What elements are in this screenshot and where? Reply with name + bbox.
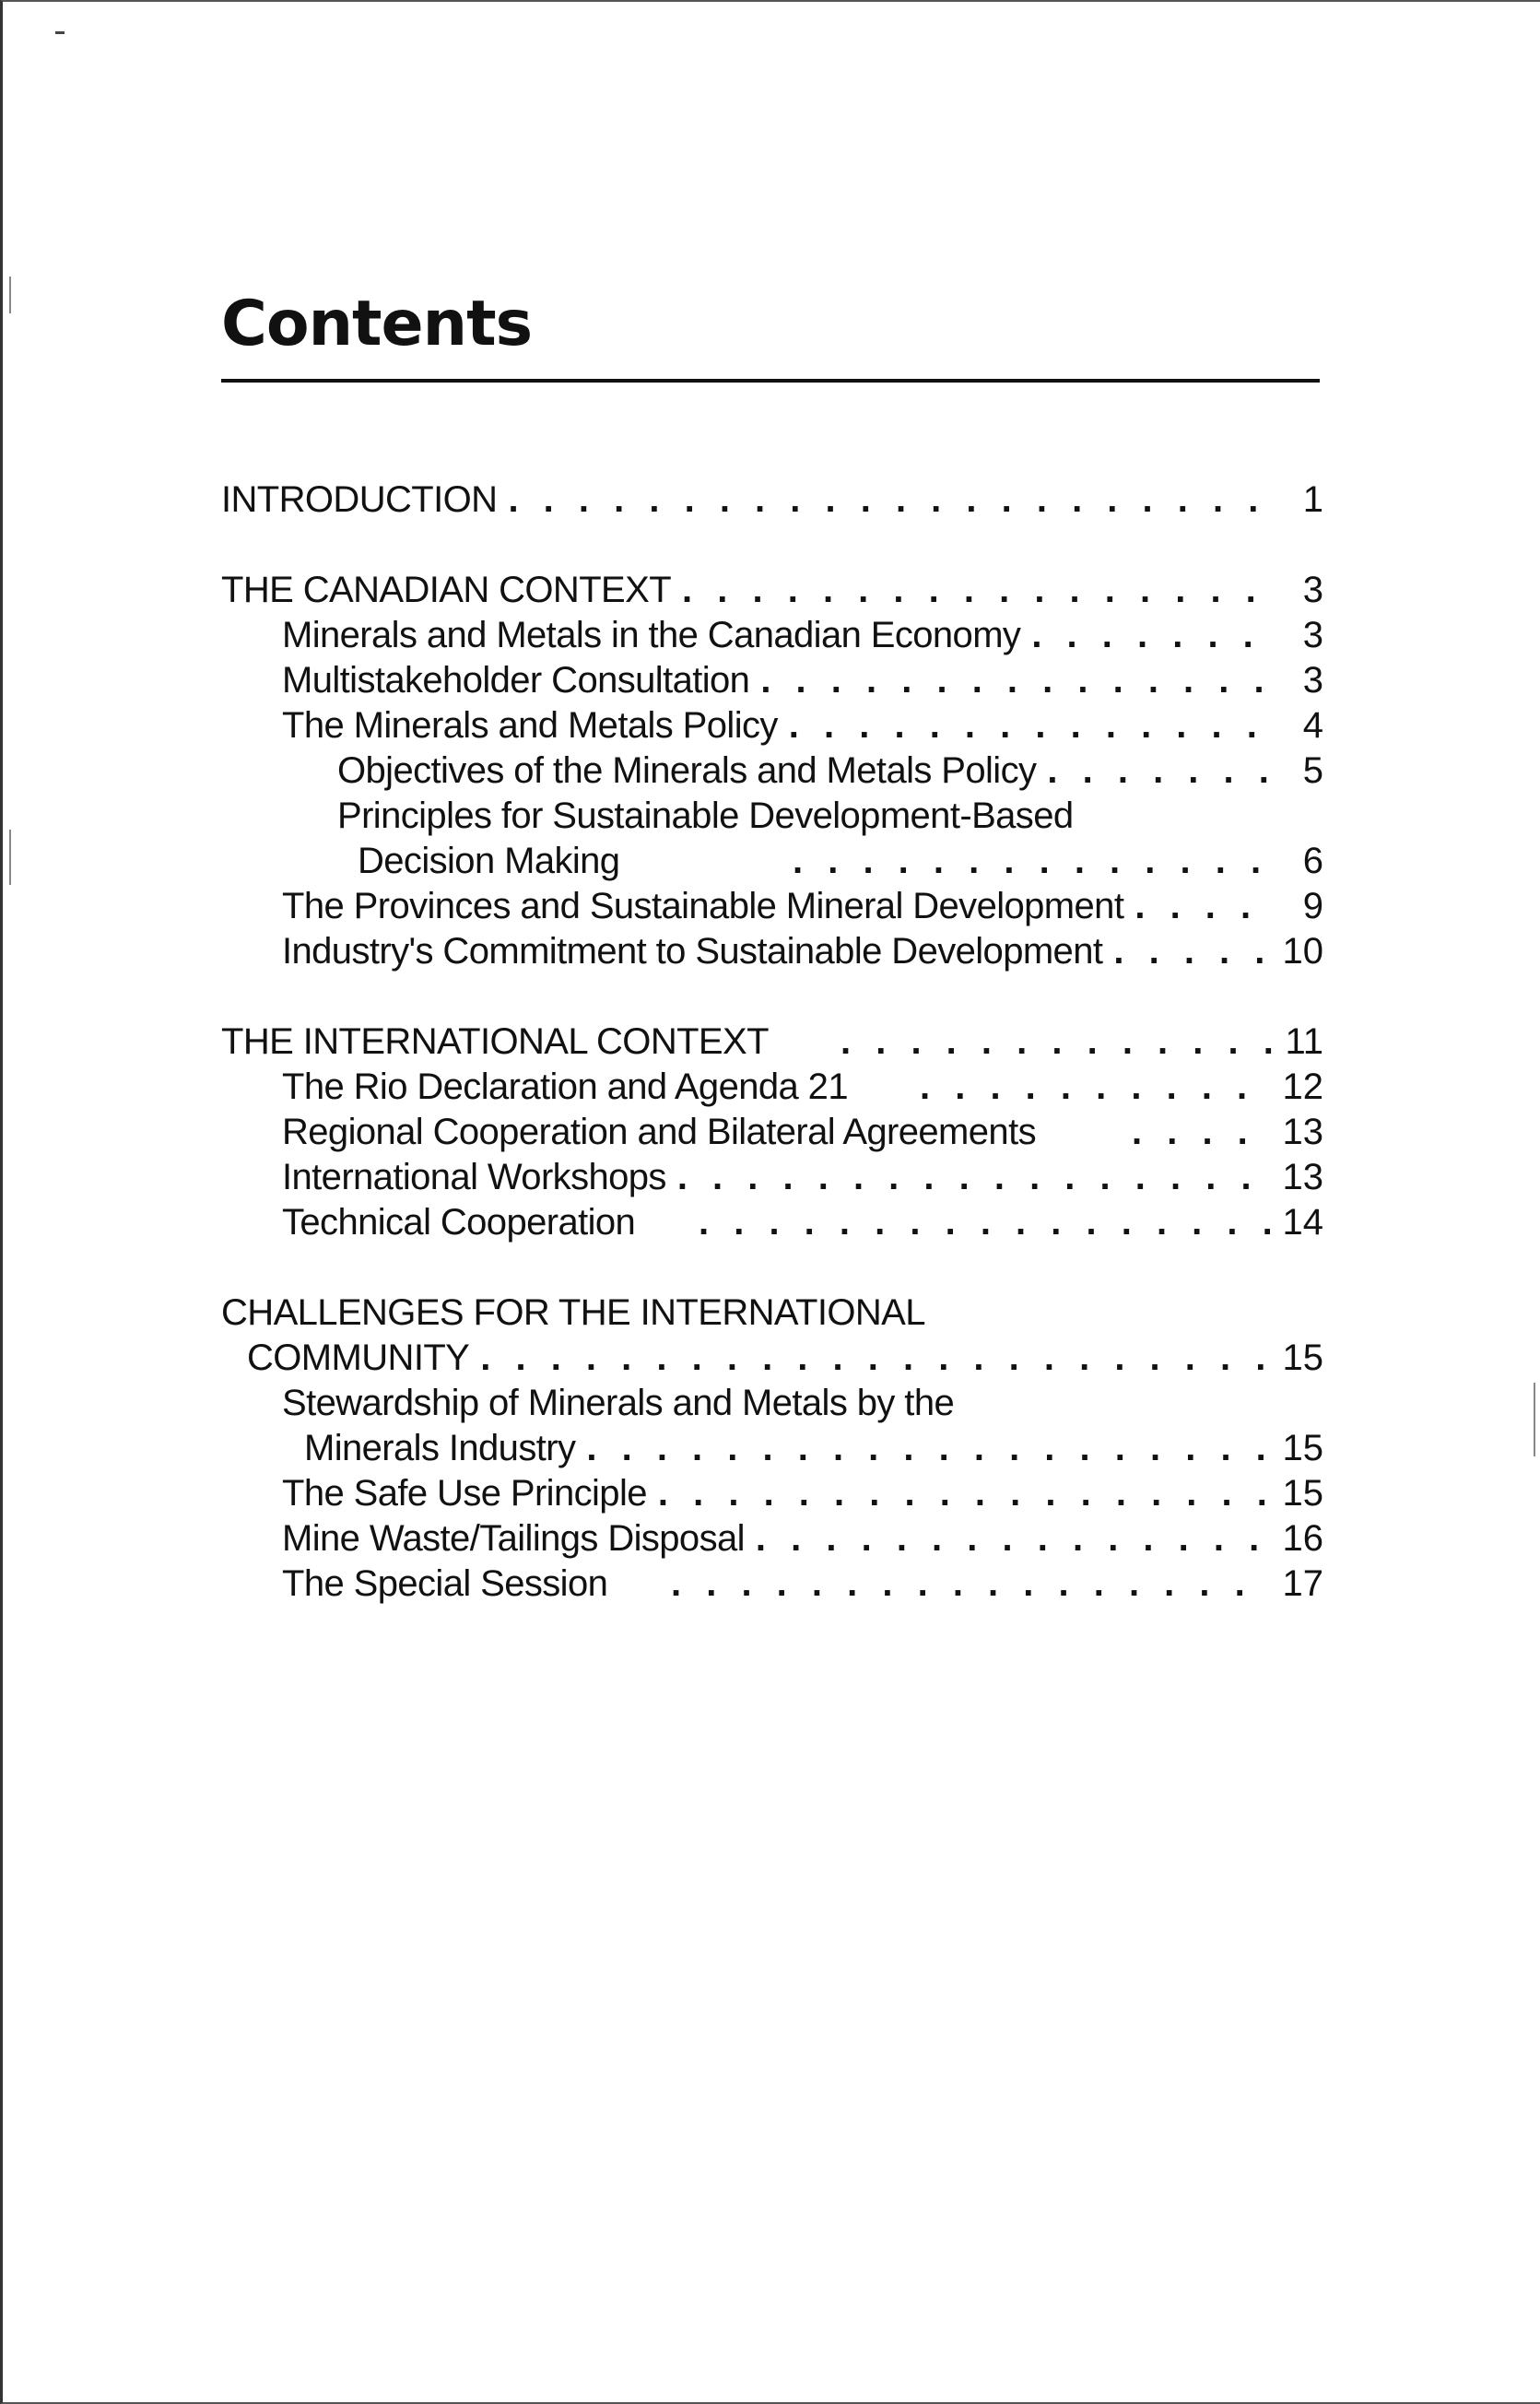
toc-dot-leader	[682, 568, 1272, 613]
toc-page-number: 6	[1302, 841, 1323, 881]
toc-page-number: 12	[1282, 1066, 1323, 1107]
toc-entry-rio-declaration[interactable]	[282, 1065, 1323, 1110]
toc-entry-title: Minerals and Metals in the Canadian Economy	[282, 615, 1021, 655]
toc-entry-title: INTRODUCTION	[221, 479, 498, 520]
toc-page-number: 3	[1302, 660, 1323, 701]
toc-page-number: 3	[1302, 615, 1323, 655]
toc-page-number: 15	[1282, 1428, 1323, 1468]
toc-entry-safe-use[interactable]	[282, 1471, 1323, 1516]
toc-entry-regional-cooperation[interactable]	[282, 1110, 1323, 1155]
scan-speck	[9, 277, 11, 313]
toc-entry-title: Mine Waste/Tailings Disposal	[282, 1518, 745, 1559]
toc-entry-multistakeholder[interactable]	[282, 658, 1323, 703]
toc-entry-title: The Special Session	[282, 1563, 608, 1604]
toc-dot-leader	[920, 1065, 1272, 1110]
toc-entry-title: THE INTERNATIONAL CONTEXT	[221, 1021, 769, 1062]
toc-entry-title: Minerals Industry	[304, 1428, 576, 1468]
toc-entry-challenges[interactable]	[221, 1290, 1323, 1336]
toc-entry-title: THE CANADIAN CONTEXT	[221, 570, 672, 610]
toc-entry-title: CHALLENGES FOR THE INTERNATIONAL	[221, 1292, 925, 1333]
toc-entry-technical-cooperation[interactable]	[282, 1200, 1323, 1245]
scan-mark	[55, 31, 65, 34]
toc-entry-title: The Rio Declaration and Agenda 21	[282, 1066, 848, 1107]
toc-entry-decision-making[interactable]	[358, 839, 1323, 884]
toc-entry-special-session[interactable]	[282, 1561, 1323, 1607]
toc-entry-provinces[interactable]	[282, 884, 1323, 929]
toc-entry-minerals-policy[interactable]	[282, 703, 1323, 748]
toc-dot-leader	[658, 1471, 1272, 1516]
toc-dot-leader	[1132, 1110, 1272, 1155]
toc-page-number: 13	[1282, 1157, 1323, 1197]
toc-entry-introduction[interactable]	[221, 477, 1323, 523]
toc-entry-title: Multistakeholder Consultation	[282, 660, 750, 701]
toc-page-number: 15	[1282, 1338, 1323, 1378]
toc-entry-title: COMMUNITY	[247, 1338, 470, 1378]
toc-entry-title: Principles for Sustainable Development-Based	[337, 795, 1074, 836]
toc-page-number: 15	[1282, 1473, 1323, 1514]
toc-entry-title: Objectives of the Minerals and Metals Policy	[337, 750, 1037, 791]
toc-page-number: 1	[1302, 479, 1323, 520]
toc-page-number: 14	[1282, 1202, 1323, 1243]
toc-dot-leader	[1113, 929, 1271, 974]
toc-entry-policy-objectives[interactable]	[337, 748, 1323, 794]
toc-entry-international-workshops[interactable]	[282, 1155, 1323, 1200]
toc-entry-title: Industry's Commitment to Sustainable Development	[282, 931, 1103, 972]
toc-dot-leader	[480, 1336, 1271, 1381]
toc-dot-leader	[1047, 748, 1272, 794]
toc-dot-leader	[671, 1561, 1272, 1607]
toc-entry-title: The Provinces and Sustainable Mineral Development	[282, 886, 1124, 926]
toc-page-number: 17	[1282, 1563, 1323, 1604]
toc-entry-stewardship[interactable]	[282, 1381, 1323, 1426]
toc-entry-title: Stewardship of Minerals and Metals by the	[282, 1383, 955, 1423]
scan-speck	[1534, 1383, 1535, 1456]
toc-dot-leader	[793, 839, 1272, 884]
toc-page-number: 16	[1282, 1518, 1323, 1559]
toc-dot-leader	[699, 1200, 1272, 1245]
toc-entry-title: Technical Cooperation	[282, 1202, 636, 1243]
toc-entry-title: The Safe Use Principle	[282, 1473, 647, 1514]
toc-dot-leader	[789, 703, 1272, 748]
toc-dot-leader	[760, 658, 1272, 703]
toc-dot-leader	[677, 1155, 1272, 1200]
title-rule	[221, 379, 1320, 383]
toc-entry-minerals-industry[interactable]	[304, 1426, 1323, 1471]
toc-page-number: 3	[1302, 570, 1323, 610]
toc-page-number: 10	[1282, 931, 1323, 972]
toc-entry-community[interactable]	[247, 1336, 1323, 1381]
toc-dot-leader	[1031, 613, 1272, 658]
toc-entry-minerals-economy[interactable]	[282, 613, 1323, 658]
toc-dot-leader	[1134, 884, 1272, 929]
toc-dot-leader	[841, 1019, 1272, 1065]
toc-page-number: 11	[1285, 1021, 1323, 1062]
toc-entry-title: The Minerals and Metals Policy	[282, 705, 778, 746]
toc-dot-leader	[586, 1426, 1271, 1471]
toc-entry-principles[interactable]	[337, 794, 1323, 839]
toc-entry-international-context[interactable]	[221, 1019, 1323, 1065]
toc-dot-leader	[756, 1516, 1272, 1561]
scan-speck	[9, 830, 11, 885]
toc-page-number: 9	[1302, 886, 1323, 926]
toc-entry-industry-commitment[interactable]	[282, 929, 1323, 974]
toc-dot-leader	[508, 477, 1272, 523]
toc-entry-title: Decision Making	[358, 841, 620, 881]
toc-entry-mine-waste[interactable]	[282, 1516, 1323, 1561]
toc-page-number: 4	[1302, 705, 1323, 746]
toc-entry-title: International Workshops	[282, 1157, 666, 1197]
toc-entry-canadian-context[interactable]	[221, 568, 1323, 613]
toc-page-number: 13	[1282, 1112, 1323, 1152]
page-title: Contents	[221, 288, 533, 360]
toc-page-number: 5	[1302, 750, 1323, 791]
toc-entry-title: Regional Cooperation and Bilateral Agreements	[282, 1112, 1036, 1152]
